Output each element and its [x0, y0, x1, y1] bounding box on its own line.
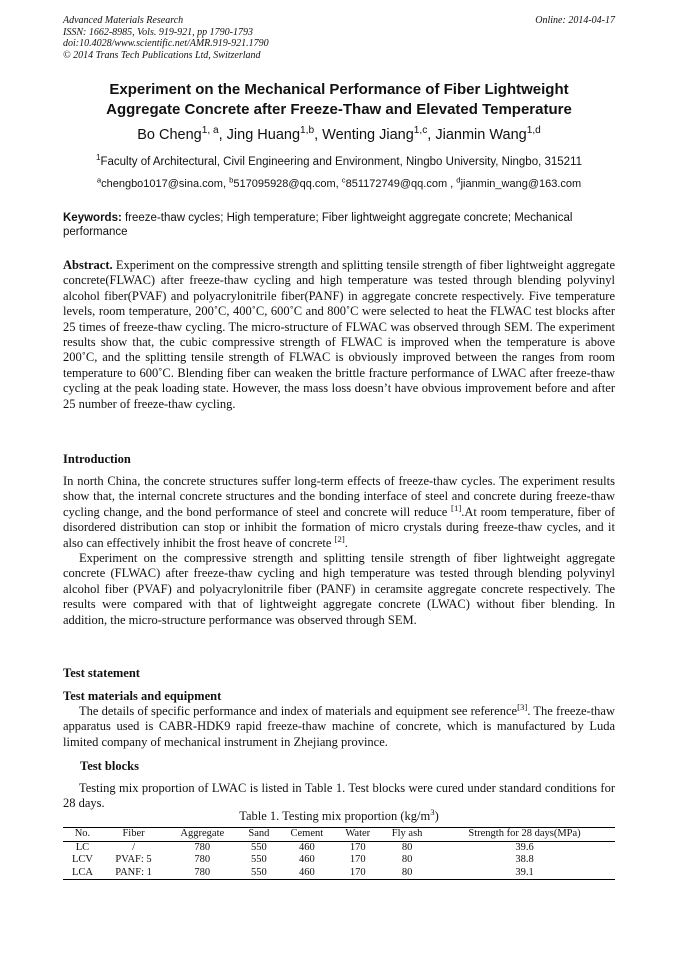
citation-ref: [1]: [451, 502, 462, 513]
table-cell: 39.6: [515, 841, 534, 853]
subsection-heading-materials: Test materials and equipment: [63, 689, 222, 703]
table-cell: 38.8: [515, 854, 534, 865]
table-caption: [63, 806, 615, 824]
table-header-row: [63, 828, 615, 842]
table-cell: 170: [349, 854, 366, 865]
column-header: Sand: [248, 828, 270, 839]
citation-ref: [2]: [334, 533, 345, 544]
email-sup: c: [341, 175, 346, 185]
doi-line: doi:10.4028/www.scientific.net/AMR.919-921.1790: [63, 38, 269, 49]
abstract-text: Experiment on the compressive strength and splitting tensile strength of fiber lightweight aggregate concrete(FLWAC) after freeze-thaw cycling and high temperature was tested through blending polyvinyl alcohol fiber(PVAF) and polyacrylonitrile fiber(PANF) in aggregate concrete respectively. Five temperature levels, room temperature, 200˚C, 400˚C, 600˚C and 800˚C were selected to heat the FLWAC test blocks after 25 times of freeze-thaw cycling. The micro-structure of FLWAC was observed through SEM. The experiment results show that, the cubic compressive strength of FLWAC is improved when the temperature is above 200˚C, and the splitting tensile strength of FLWAC is obviously improved between the ranges from room temperature to 600˚C. Blending fiber can weaken the brittle fracture performance of LWAC after freeze-thaw cycling at the peak loading state. However, the mass loss doesn’t have obvious improvement before and after 25 number of freeze-thaw cycling.: [63, 258, 615, 411]
journal-name: Advanced Materials Research: [63, 15, 184, 26]
column-header: Aggregate: [180, 828, 225, 839]
table-cell: 460: [298, 866, 315, 878]
email-sup: d: [456, 175, 461, 185]
abstract: [63, 258, 615, 412]
email-sup: b: [229, 175, 234, 185]
table-row: [63, 867, 615, 880]
table-cell: 550: [250, 866, 267, 878]
author-affil-sup: 1, a: [201, 125, 219, 137]
table-cell: 780: [194, 841, 211, 853]
test-blocks-paragraph: Testing mix proportion of LWAC is listed in Table 1. Test blocks were cured under standard conditions for 28 days.: [63, 781, 615, 811]
intro-text: In north China, the concrete structures suffer long-term effects of freeze-thaw cycles. The experiment results show that, the internal concrete structures and the bonding interface of steel and concrete during freeze-thaw cycling change, and the bond performance of steel and concrete will reduce: [63, 474, 615, 519]
author-affil-sup: 1,b: [300, 125, 315, 137]
table-cell: 780: [194, 854, 211, 865]
table-cell: LC: [75, 841, 90, 853]
online-date: Online: 2014-04-17: [535, 15, 615, 26]
table-cell: 460: [298, 841, 315, 853]
section-heading-introduction: Introduction: [63, 452, 131, 466]
table-cell: /: [132, 841, 135, 853]
email-address: 517095928@qq.com,: [233, 178, 342, 190]
table-caption-sup: 3: [430, 806, 435, 817]
copyright-line: © 2014 Trans Tech Publications Ltd, Switzerland: [63, 49, 261, 61]
materials-paragraph: [63, 701, 616, 750]
table-row: [63, 841, 615, 854]
table-cell: 780: [194, 866, 211, 878]
title-line-1: Experiment on the Mechanical Performance of Fiber Lightweight: [109, 81, 569, 98]
table-cell: 550: [250, 841, 267, 853]
table-row: [63, 854, 615, 867]
table-cell: PANF: 1: [115, 866, 152, 878]
email-address: 851172749@qq.com ,: [345, 178, 457, 190]
table-cell: 80: [401, 841, 413, 853]
materials-text: The details of specific performance and index of materials and equipment see reference: [79, 704, 518, 718]
table-cell: LCV: [71, 854, 93, 865]
table-cell: 80: [401, 854, 413, 865]
paper-title: [40, 80, 638, 120]
intro-text: .: [344, 535, 348, 550]
table-cell: LCA: [71, 866, 93, 878]
intro-paragraph-1: [63, 474, 615, 551]
affiliation: [40, 153, 638, 168]
mix-proportion-table: [63, 827, 615, 880]
author-name: Jing Huang: [226, 127, 301, 143]
affiliation-text: Faculty of Architectural, Civil Engineering and Environment, Ningbo University, Ningbo, 315211: [100, 156, 583, 168]
email-address: jianmin_wang@163.com: [460, 178, 582, 190]
table-cell: PVAF: 5: [115, 854, 152, 865]
column-header: Cement: [290, 828, 324, 839]
intro-text: .At room temperature, fiber of disordered distribution can stop or inhibit the formation of micro crystals during freeze-thaw cycles, and it also can effectively inhibit the frost heave of concrete: [63, 504, 615, 550]
journal-header: [63, 15, 615, 61]
materials-text: . The freeze-thaw apparatus used is CABR-HDK9 rapid freeze-thaw machine of concrete, which is manufactured by Luda limited company of mechanical instrument in Zhejiang province.: [63, 704, 616, 749]
column-header: Fly ash: [391, 828, 423, 839]
keywords-text: freeze-thaw cycles; High temperature; Fiber lightweight aggregate concrete; Mechanical performance: [63, 212, 573, 238]
issn-line: ISSN: 1662-8985, Vols. 919-921, pp 1790-1793: [63, 26, 253, 38]
author-name: Jianmin Wang: [435, 127, 527, 143]
column-header: No.: [74, 828, 91, 839]
author-name: Bo Cheng: [137, 127, 202, 143]
section-heading-test-statement: Test statement: [63, 666, 140, 680]
email-address: chengbo1017@sina.com,: [101, 178, 230, 190]
table-cell: 170: [349, 866, 366, 878]
keywords-label: Keywords:: [63, 212, 122, 224]
author-list: Bo Cheng$^{1, a}$, Jing Huang$^{1,b}$, Wenting Jiang$^{1,c}$, Jianmin Wang$^{1,d}$: [137, 125, 541, 143]
table-cell: 80: [401, 866, 413, 878]
keywords: [63, 211, 615, 239]
subsection-heading-test-blocks: Test blocks: [80, 759, 139, 773]
title-line-2: Aggregate Concrete after Freeze-Thaw and Elevated Temperature: [106, 101, 572, 118]
affiliation-sup: 1: [95, 153, 101, 163]
author-affil-sup: 1,c: [413, 125, 428, 137]
table-cell: 460: [298, 854, 315, 865]
author-name: Wenting Jiang: [322, 127, 414, 143]
column-header: Fiber: [122, 828, 145, 839]
author-affil-sup: 1,d: [526, 125, 541, 137]
table-cell: 170: [349, 841, 366, 853]
email-list: [40, 175, 638, 190]
table-caption-text: Table 1. Testing mix proportion (kg/m: [239, 809, 431, 823]
table-cell: 39.1: [515, 866, 534, 878]
citation-ref: [3]: [517, 701, 528, 712]
table-cell: 550: [250, 854, 267, 865]
table-caption-end: ): [434, 809, 439, 823]
column-header: Strength for 28 days(MPa): [468, 828, 581, 839]
email-sup: a: [96, 175, 102, 185]
intro-paragraph-2: Experiment on the compressive strength and splitting tensile strength of fiber lightweight aggregate concrete (FLWAC) after freeze-thaw cycling and high temperature was tested through blending polyvinyl alcohol fiber (PVAF) and polyacrylonitrile fiber (PANF) in ceramsite aggregate concrete respectively. The results were compared with that of lightweight aggregate concrete (LWAC) without fiber blending. In addition, the micro-structure performance was observed through SEM.: [63, 551, 615, 627]
column-header: Water: [345, 828, 371, 839]
abstract-label: Abstract.: [63, 258, 113, 272]
